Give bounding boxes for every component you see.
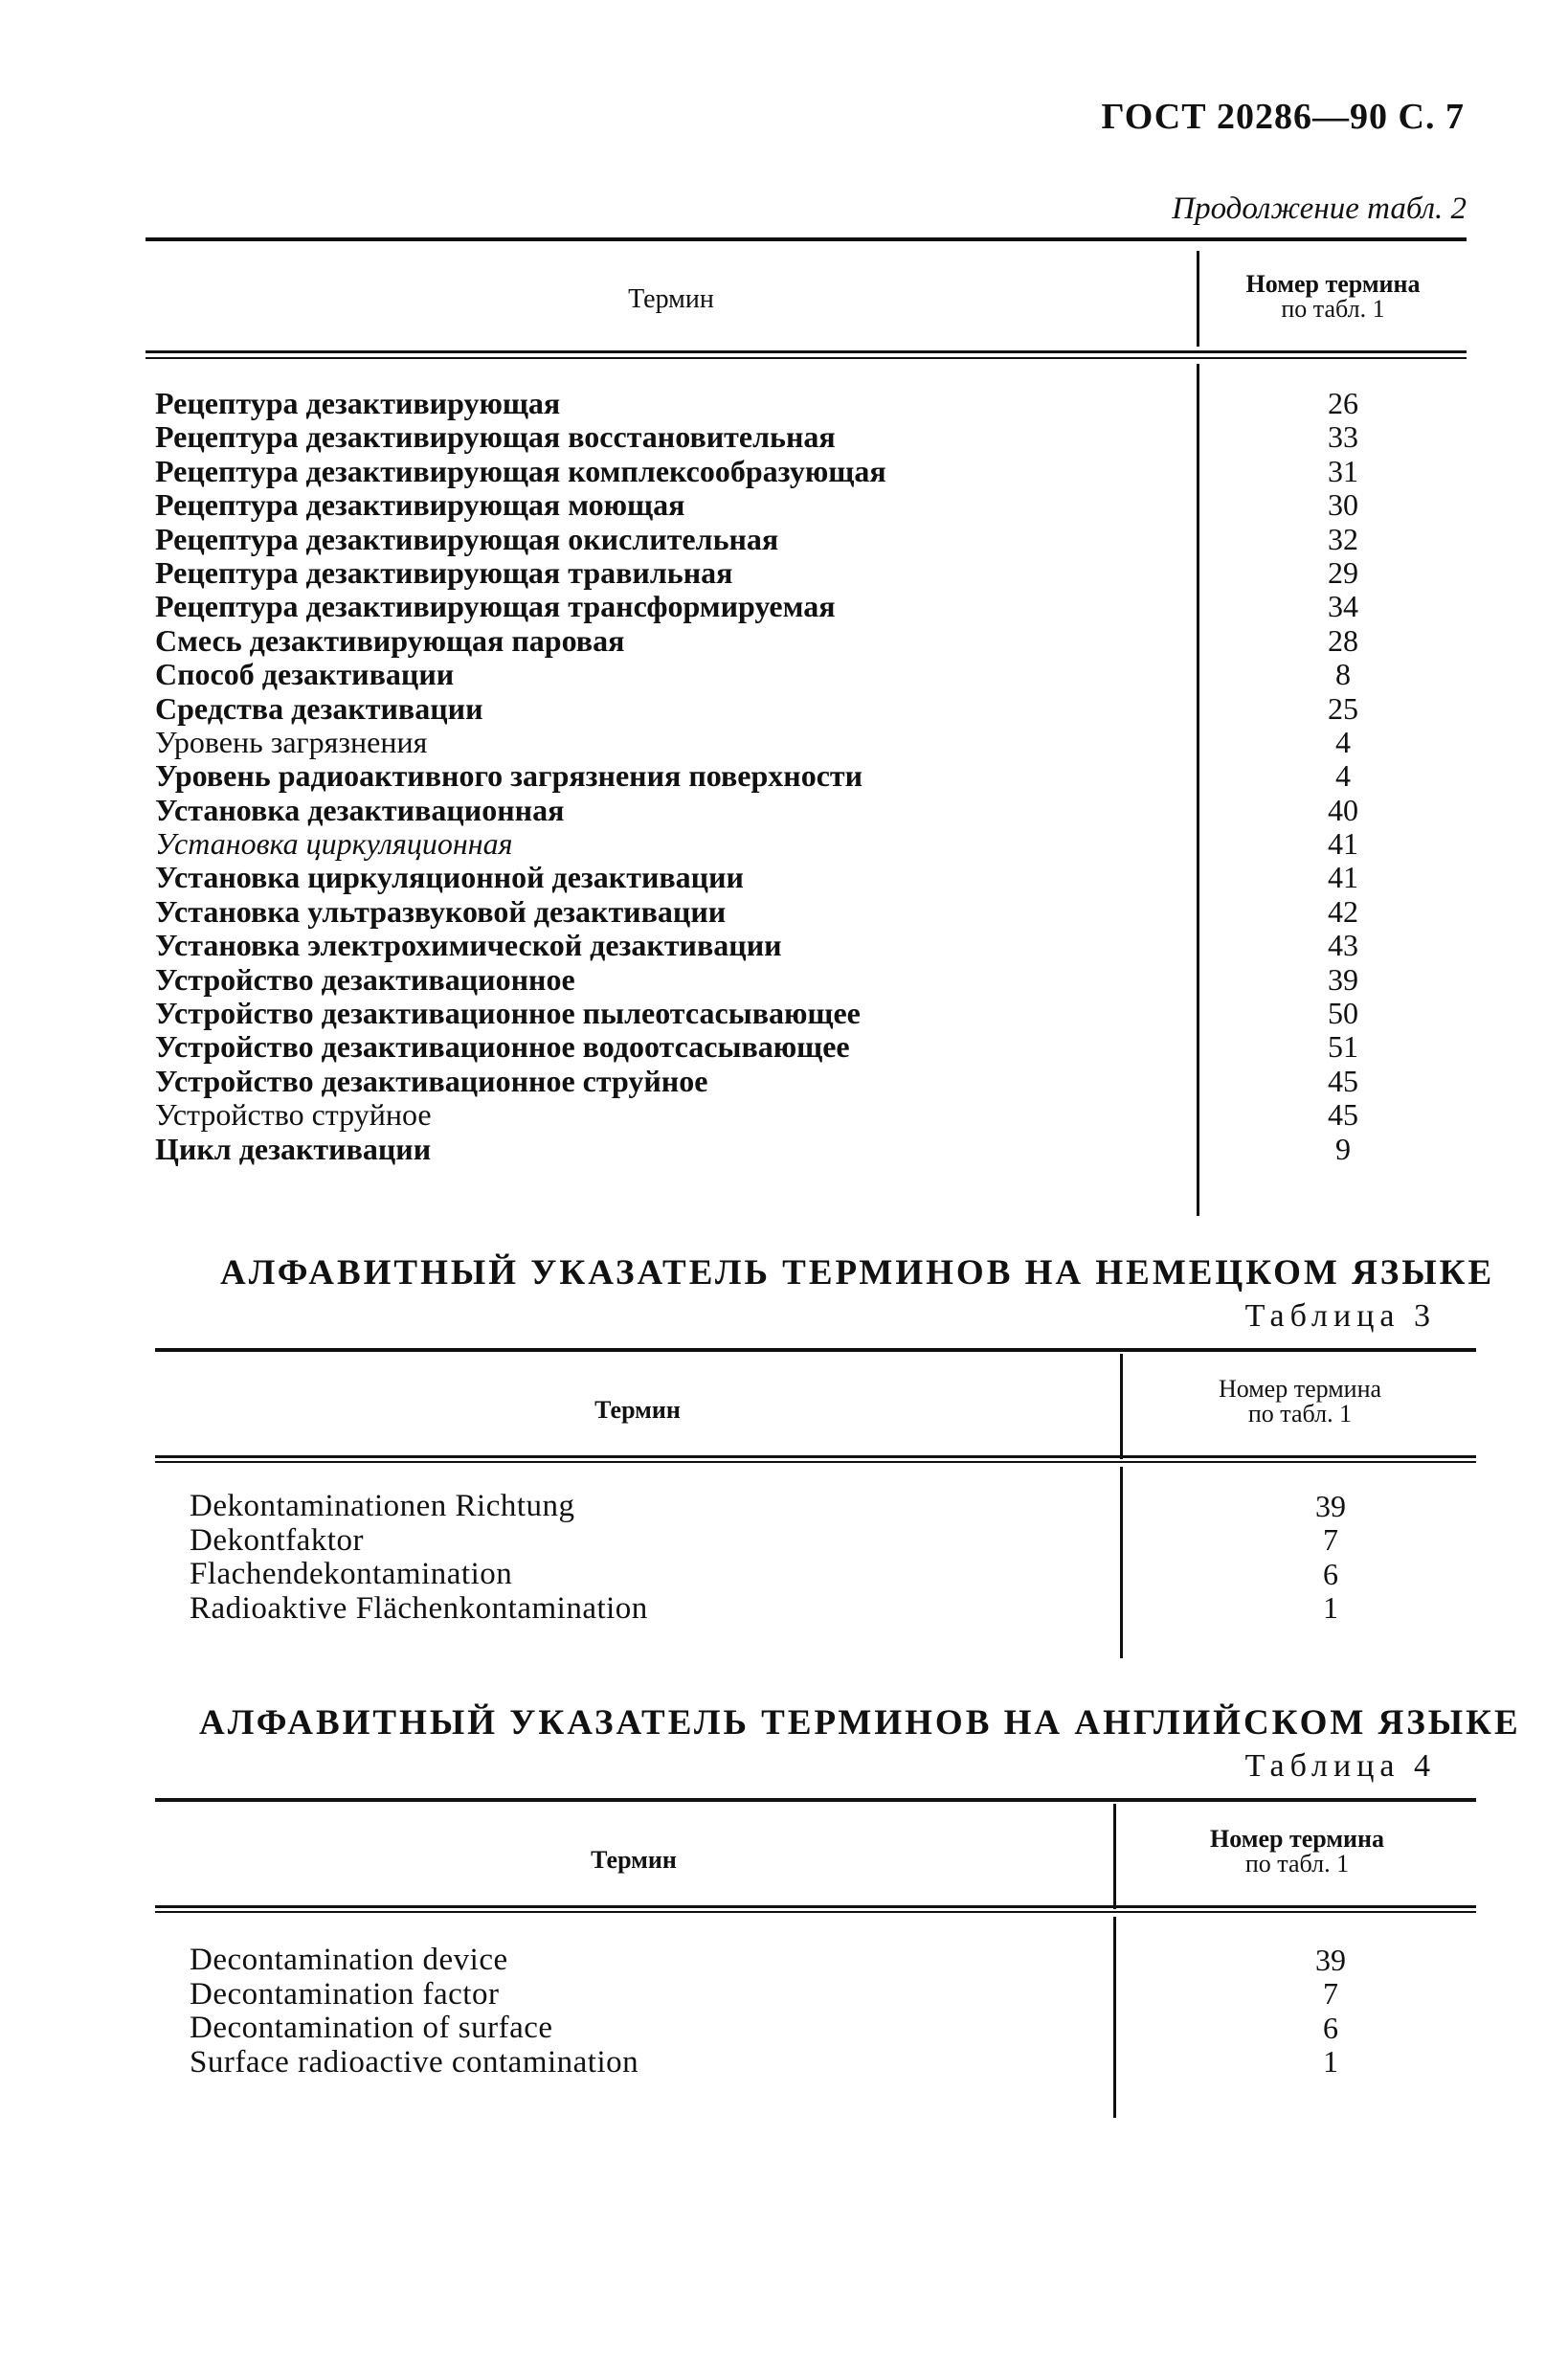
term-row: Surface radioactive contamination [190,2044,639,2080]
term-row: Устройство струйное [155,1097,432,1133]
term-number: 8 [1335,657,1351,692]
column-divider [1113,1804,1116,1909]
table-top-rule [155,1348,1476,1352]
column-header-number-line2: по табл. 1 [1281,295,1385,323]
table-caption: Таблица 4 [1244,1748,1436,1784]
term-number: 25 [1328,690,1358,726]
term-row: Рецептура дезактивирующая комплексообразующая [155,453,886,488]
term-number: 4 [1335,758,1351,794]
term-number: 50 [1328,996,1358,1031]
column-divider [1113,1917,1116,2118]
term-number: 34 [1328,589,1358,624]
term-row: Decontamination of surface [190,2011,553,2045]
term-row: Устройство дезактивационное [155,961,575,997]
column-header-term: Термин [628,284,714,314]
header-rule-double [155,1461,1476,1463]
term-row: Устройство дезактивационное струйное [155,1063,708,1098]
column-header-number-line1: Номер термина [1218,1375,1382,1403]
term-row: Устройство дезактивационное водоотсасывающее [155,1029,850,1065]
column-header-number-line1: Номер термина [1210,1825,1384,1853]
term-list [155,387,1189,1166]
term-number: 26 [1328,386,1358,420]
term-row: Цикл дезактивации [155,1131,432,1166]
term-number: 28 [1328,622,1358,658]
term-row: Уровень радиоактивного загрязнения поверхности [155,758,863,794]
term-number: 39 [1328,961,1358,997]
page-header-standard-number: ГОСТ 20286—90 С. 7 [1101,97,1465,137]
term-number: 4 [1335,724,1351,759]
column-header-number [1118,1827,1476,1877]
table-top-rule [155,1798,1476,1802]
number-list [1244,1944,1417,2080]
table-top-rule [146,237,1467,241]
term-number: 42 [1328,893,1358,929]
term-number: 31 [1328,453,1358,488]
term-number: 1 [1323,2044,1338,2080]
header-rule [155,1455,1476,1458]
term-row: Flachendekontamination [190,1557,513,1591]
term-row: Способ дезактивации [155,657,455,692]
term-number: 40 [1328,792,1358,827]
column-header-number [1125,1377,1475,1427]
term-number: 6 [1323,2010,1338,2045]
term-number: 39 [1315,1489,1346,1523]
term-row: Рецептура дезактивирующая моющая [155,487,685,523]
term-row: Средства дезактивации [155,690,483,726]
term-row: Dekontaminationen Richtung [190,1489,575,1523]
term-row: Устройство дезактивационное пылеотсасывающее [155,996,861,1031]
term-number: 33 [1328,419,1358,455]
term-row: Рецептура дезактивирующая восстановительная [155,419,836,455]
number-list [1199,387,1487,1166]
term-list [190,1490,1109,1626]
term-row: Рецептура дезактивирующая [155,386,561,420]
term-number: 41 [1328,826,1358,862]
term-number: 7 [1323,1976,1338,2012]
section-title-german: АЛФАВИТНЫЙ УКАЗАТЕЛЬ ТЕРМИНОВ НА НЕМЕЦКОМ ЯЗЫКЕ [220,1253,1495,1293]
term-row: Рецептура дезактивирующая трансформируемая [155,589,836,624]
term-number: 7 [1323,1522,1338,1558]
header-rule [146,350,1467,353]
term-row: Рецептура дезактивирующая окислительная [155,521,779,556]
header-rule-double [155,1911,1476,1913]
term-row: Уровень загрязнения [155,724,428,759]
header-rule-double [146,357,1467,359]
column-header-term: Термин [591,1846,677,1874]
number-list [1244,1490,1417,1626]
term-row: Установка электрохимической дезактивации [155,928,782,963]
term-row: Установка дезактивационная [155,792,565,827]
table-caption: Таблица 3 [1244,1298,1436,1334]
term-row: Установка циркуляционная [155,826,513,862]
term-row: Radioaktive Flächenkontamination [190,1590,648,1626]
table-continuation-label: Продолжение табл. 2 [1172,191,1467,226]
column-header-number-line2: по табл. 1 [1244,1850,1350,1878]
term-number: 43 [1328,928,1358,963]
term-number: 9 [1335,1131,1351,1166]
term-row: Смесь дезактивирующая паровая [155,622,625,658]
column-header-term: Термин [594,1396,681,1424]
term-number: 45 [1328,1097,1358,1133]
term-number: 6 [1323,1556,1338,1591]
column-divider [1120,1354,1123,1459]
term-number: 45 [1328,1063,1358,1098]
term-number: 29 [1328,554,1358,590]
column-header-number-line2: по табл. 1 [1247,1400,1353,1428]
column-divider [1120,1467,1123,1658]
header-rule [155,1905,1476,1908]
term-row: Установка циркуляционной дезактивации [155,860,744,895]
column-header-number [1199,272,1467,322]
term-number: 51 [1328,1029,1358,1065]
term-number: 41 [1328,860,1358,895]
term-number: 32 [1328,521,1358,556]
term-row: Decontamination device [190,1943,508,1977]
column-header-number-line1: Номер термина [1245,270,1421,298]
term-list [190,1944,1099,2080]
term-row: Установка ультразвуковой дезактивации [155,893,727,929]
term-row: Рецептура дезактивирующая травильная [155,554,733,590]
term-row: Decontamination factor [190,1976,500,2012]
term-number: 1 [1323,1590,1338,1626]
term-number: 30 [1328,487,1358,523]
section-title-english: АЛФАВИТНЫЙ УКАЗАТЕЛЬ ТЕРМИНОВ НА АНГЛИЙСКОМ ЯЗЫКЕ [199,1703,1521,1743]
term-row: Dekontfaktor [190,1522,364,1558]
term-number: 39 [1315,1943,1346,1977]
